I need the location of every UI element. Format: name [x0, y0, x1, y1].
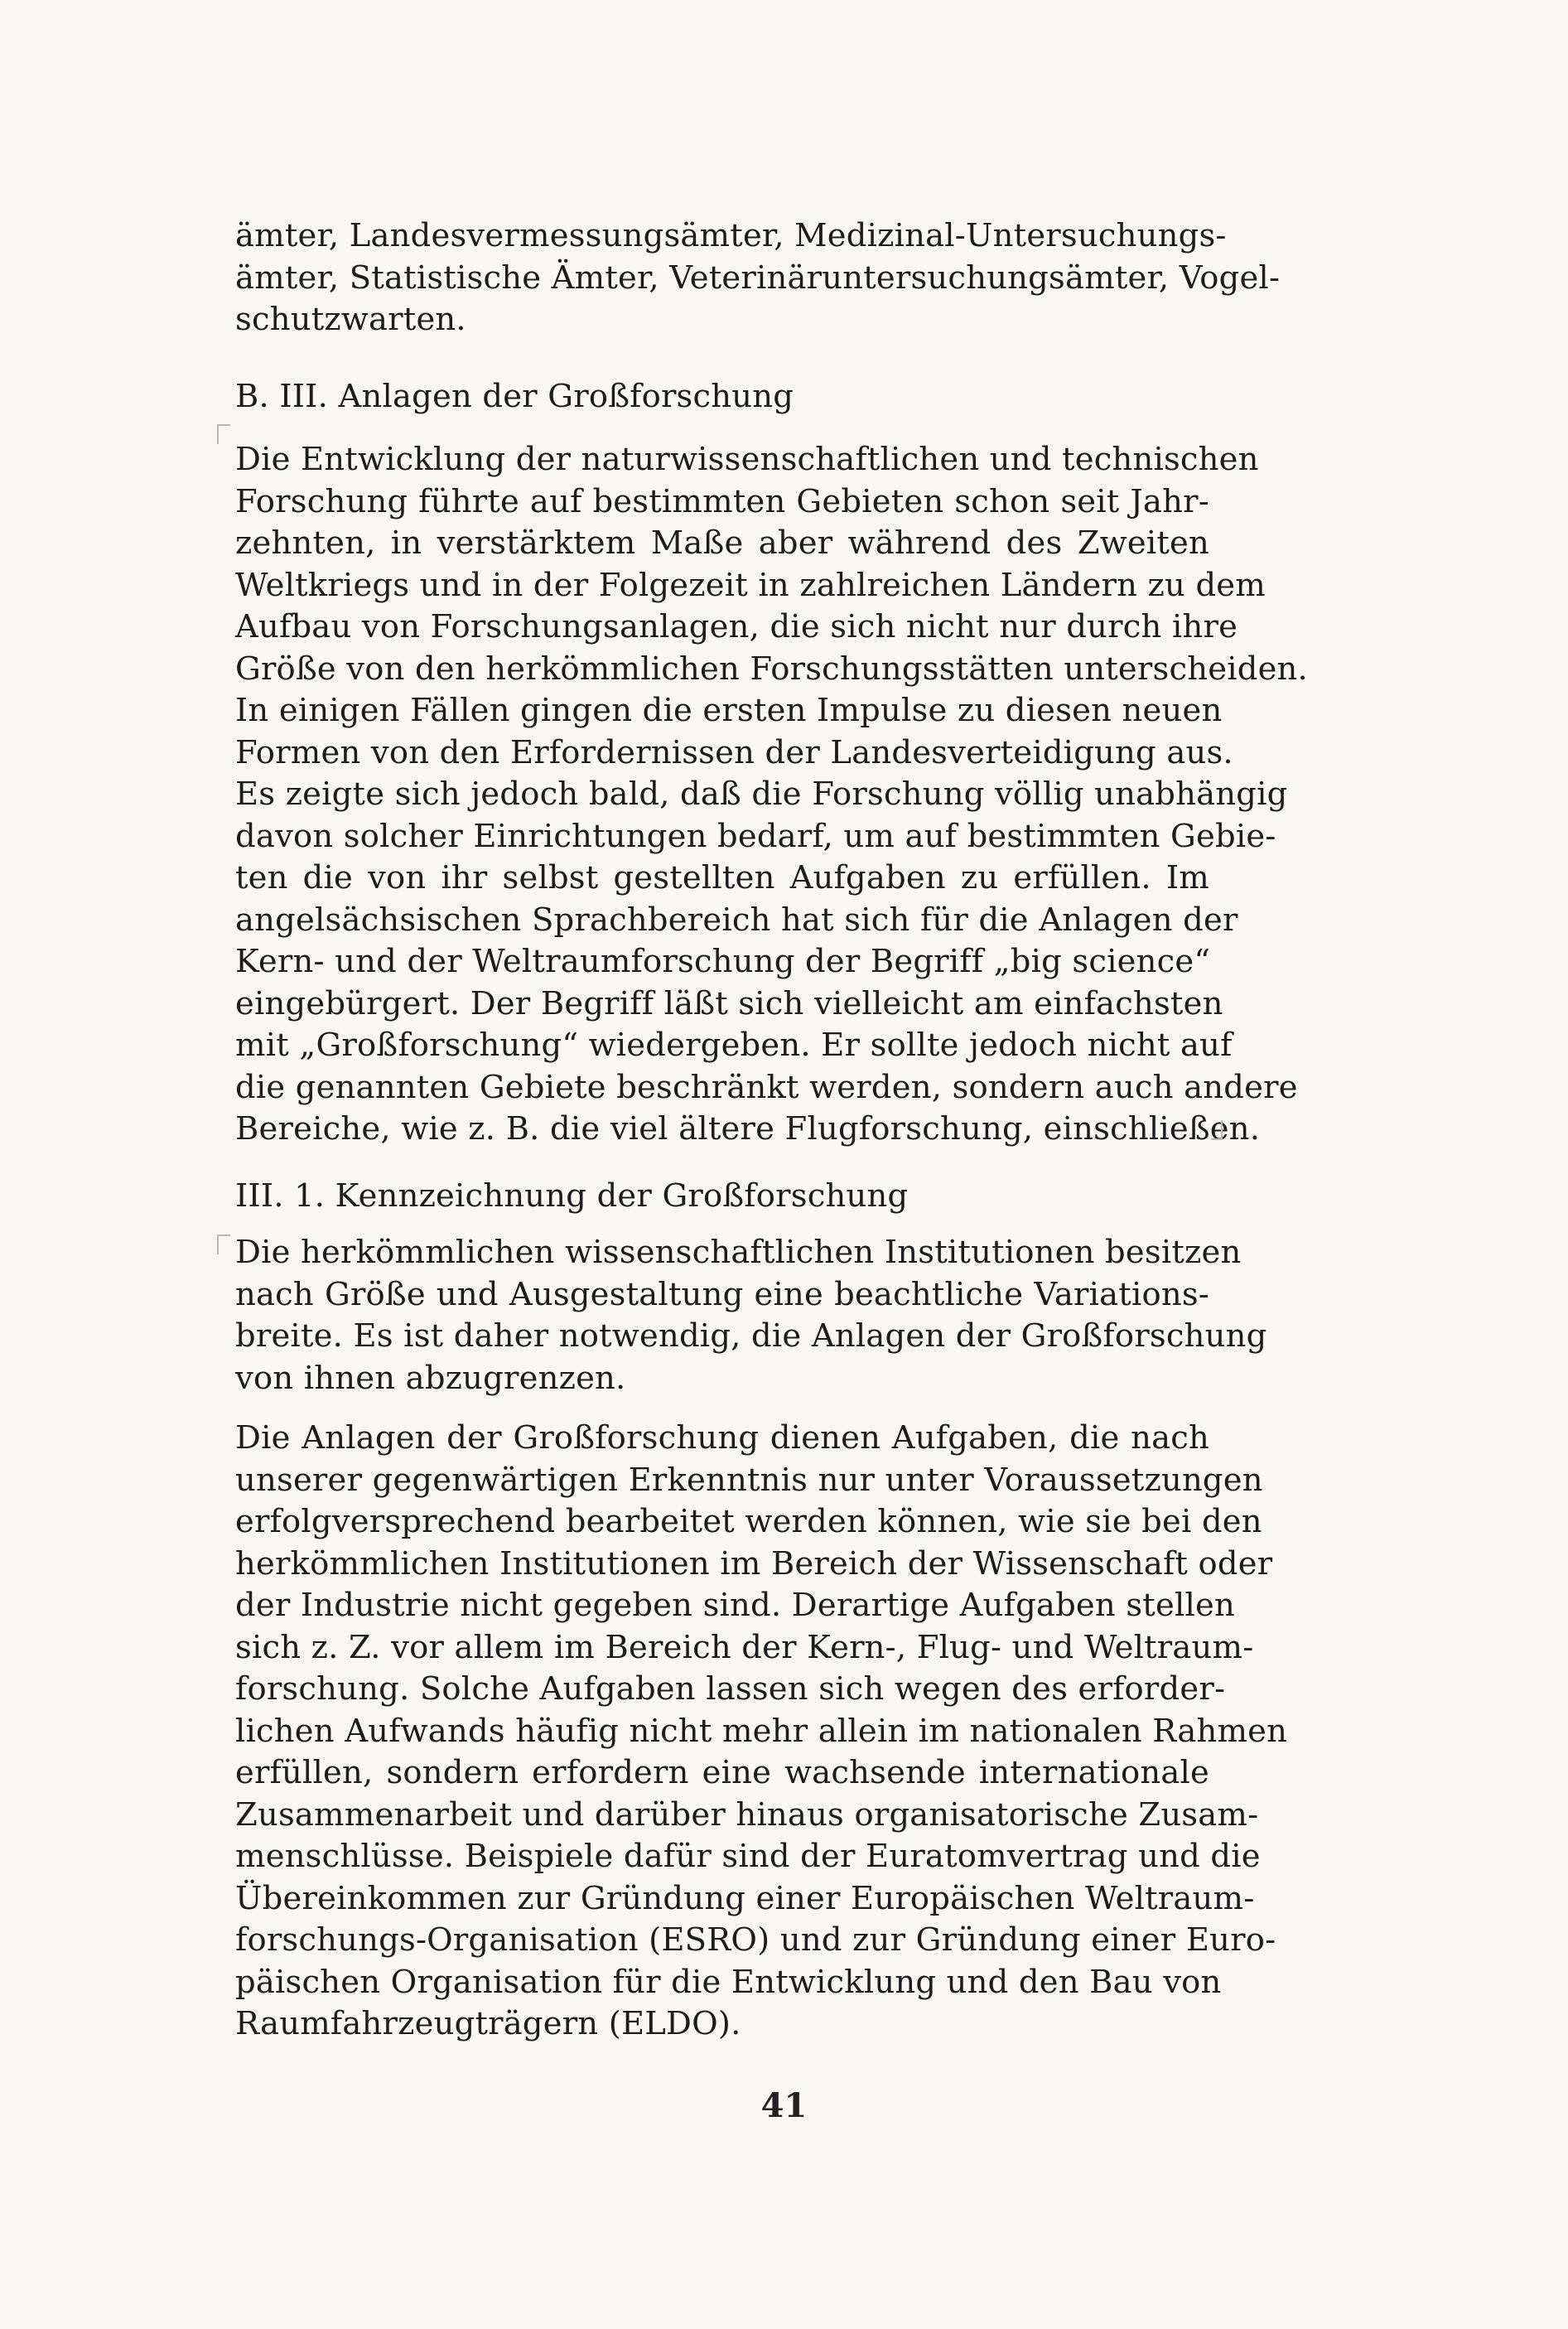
text-line: schutzwarten. — [235, 301, 466, 338]
section-heading-3-1: III. 1. Kennzeichnung der Großforschung — [235, 1177, 909, 1215]
text-line: Weltkriegs und in der Folgezeit in zahlreichen Ländern zu dem — [235, 566, 1266, 604]
text-line: sich z. Z. vor allem im Bereich der Kern-, Flug- und Weltraum- — [235, 1628, 1254, 1666]
text-line: Übereinkommen zur Gründung einer Europäischen Weltraum- — [235, 1879, 1255, 1917]
text-line: Aufbau von Forschungsanlagen, die sich nicht nur durch ihre — [235, 608, 1238, 645]
paragraph-3-1-a — [235, 1232, 1267, 1399]
text-line: Kern- und der Weltraumforschung der Begriff „big science“ — [235, 943, 1211, 980]
text-line: In einigen Fällen gingen die ersten Impulse zu diesen neuen — [235, 692, 1223, 729]
page-number: 41 — [760, 2086, 808, 2125]
text-line: menschlüsse. Beispiele dafür sind der Euratomvertrag und die — [235, 1838, 1261, 1875]
text-line: der Industrie nicht gegeben sind. Derartige Aufgaben stellen — [235, 1587, 1235, 1624]
text-line: Die Anlagen der Großforschung dienen Aufgaben, die nach — [235, 1419, 1209, 1457]
text-line: angelsächsischen Sprachbereich hat sich für die Anlagen der — [235, 901, 1238, 939]
text-line: unserer gegenwärtigen Erkenntnis nur unter Voraussetzungen — [235, 1461, 1263, 1499]
text-line: Zusammenarbeit und darüber hinaus organisatorische Zusam- — [235, 1795, 1259, 1834]
text-line: Es zeigte sich jedoch bald, daß die Forschung völlig unabhängig — [235, 776, 1288, 813]
text-line: forschung. Solche Aufgaben lassen sich wegen des erforder- — [235, 1670, 1226, 1708]
paragraph-3-1-b — [235, 1418, 1288, 2046]
text-line: Raumfahrzeugträgern (ELDO). — [235, 2005, 741, 2042]
margin-mark — [217, 424, 230, 444]
text-line: ämter, Landesvermessungsämter, Medizinal-Untersuchungs- — [235, 217, 1227, 254]
text-line: herkömmlichen Institutionen im Bereich der Wissenschaft oder — [235, 1544, 1273, 1582]
text-line: lichen Aufwands häufig nicht mehr allein im nationalen Rahmen — [235, 1712, 1288, 1750]
section-heading-b3: B. III. Anlagen der Großforschung — [235, 377, 794, 415]
text-line: päischen Organisation für die Entwicklung und den Bau von — [235, 1963, 1222, 2001]
text-line: Forschung führte auf bestimmten Gebieten schon seit Jahr- — [235, 482, 1209, 520]
text-line: nach Größe und Ausgestaltung eine beachtliche Variations- — [235, 1275, 1209, 1313]
text-line: Die herkömmlichen wissenschaftlichen Institutionen besitzen — [235, 1234, 1242, 1271]
margin-mark — [217, 1235, 230, 1254]
margin-mark — [1211, 1120, 1223, 1140]
page-body — [235, 215, 1308, 2046]
text-line: Größe von den herkömmlichen Forschungsstätten unterscheiden. — [235, 650, 1308, 688]
text-line: von ihnen abzugrenzen. — [235, 1359, 626, 1397]
text-line: Die Entwicklung der naturwissenschaftlichen und technischen — [235, 441, 1259, 478]
text-line: davon solcher Einrichtungen bedarf, um auf bestimmten Gebie- — [235, 817, 1276, 855]
text-line: erfolgversprechend bearbeitet werden können, wie sie bei den — [235, 1503, 1262, 1540]
text-line: Formen von den Erfordernissen der Landesverteidigung aus. — [235, 733, 1233, 771]
text-line: Bereiche, wie z. B. die viel ältere Flugforschung, einschließen. — [235, 1110, 1261, 1148]
text-line: mit „Großforschung“ wiedergeben. Er sollte jedoch nicht auf — [235, 1027, 1233, 1064]
text-line: eingebürgert. Der Begriff läßt sich vielleicht am einfachsten — [235, 984, 1223, 1022]
text-line: ten die von ihr selbst gestellten Aufgaben zu erfüllen. Im — [235, 859, 1209, 896]
text-line: zehnten, in verstärktem Maße aber während des Zweiten — [235, 524, 1209, 562]
text-line: ämter, Statistische Ämter, Veterinäruntersuchungsämter, Vogel- — [235, 259, 1281, 297]
text-line: erfüllen, sondern erfordern eine wachsende internationale — [235, 1754, 1209, 1791]
text-line: breite. Es ist daher notwendig, die Anlagen der Großforschung — [235, 1317, 1267, 1355]
continuation-paragraph — [235, 215, 1281, 341]
text-line: die genannten Gebiete beschränkt werden, sondern auch andere — [235, 1068, 1298, 1106]
text-line: forschungs-Organisation (ESRO) und zur Gründung einer Euro- — [235, 1921, 1276, 1959]
paragraph-b3 — [235, 439, 1308, 1151]
